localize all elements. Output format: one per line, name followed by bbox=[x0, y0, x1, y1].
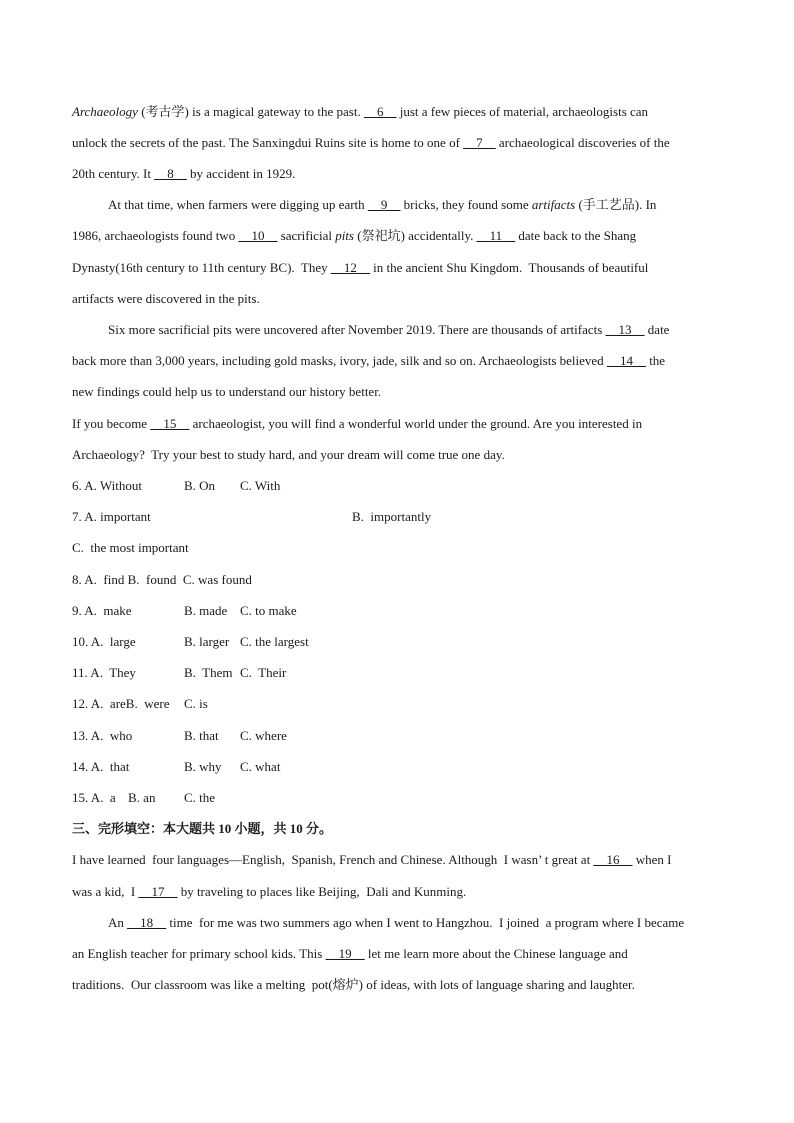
blank-15: __15__ bbox=[150, 416, 190, 431]
q11-option-b: B. Them bbox=[184, 665, 233, 680]
passage1-line-12: Archaeology? Try your best to study hard, and your dream will come true one day. bbox=[72, 447, 505, 462]
blank-14: __14__ bbox=[606, 353, 646, 368]
q10-option-b: B. larger bbox=[184, 634, 230, 649]
q14-option-b: B. why bbox=[184, 759, 222, 774]
q14-option-c: C. what bbox=[240, 759, 281, 774]
q15-option-b: B. an bbox=[128, 790, 156, 805]
q15-option-a: 15. A. a bbox=[72, 790, 116, 805]
blank-17: __17__ bbox=[138, 884, 178, 899]
passage1-line-2: unlock the secrets of the past. The Sanxingdui Ruins site is home to one of __7__ archaeological discoveries of the bbox=[72, 135, 670, 150]
blank-6: __6__ bbox=[363, 104, 397, 119]
passage2-line-1: I have learned four languages—English, Spanish, French and Chinese. Although I wasn’ t great at __16__ when I bbox=[72, 852, 672, 867]
blank-11: __11__ bbox=[476, 228, 516, 243]
blank-12: __12__ bbox=[330, 260, 370, 275]
passage1-line-5: 1986, archaeologists found two __10__ sacrificial pits (祭祀坑) accidentally. __11__ date back to the Shang bbox=[72, 228, 637, 243]
blank-10: __10__ bbox=[238, 228, 278, 243]
q10-option-c: C. the largest bbox=[240, 634, 309, 649]
blank-18: __18__ bbox=[127, 915, 167, 930]
passage1-line-3: 20th century. It __8__ by accident in 1929. bbox=[72, 166, 296, 181]
passage2-line-5: traditions. Our classroom was like a melting pot(熔炉) of ideas, with lots of language sharing and laughter. bbox=[72, 977, 635, 992]
q12-option-ab: 12. A. areB. were bbox=[72, 696, 170, 711]
passage1-line-1: Archaeology (考古学) is a magical gateway to the past. __6__ just a few pieces of material, archaeologists can bbox=[72, 104, 649, 119]
section-3-heading: 三、完形填空：本大题共 10 小题，共 10 分。 bbox=[72, 821, 333, 836]
blank-7: __7__ bbox=[463, 135, 496, 150]
blank-19: __19__ bbox=[325, 946, 365, 961]
blank-8: __8__ bbox=[154, 166, 187, 181]
passage2-line-2: was a kid, I __17__ by traveling to places like Beijing, Dali and Kunming. bbox=[72, 884, 467, 899]
q13-option-c: C. where bbox=[240, 728, 287, 743]
q9-option-a: 9. A. make bbox=[72, 603, 132, 618]
q8-options: 8. A. find B. found C. was found bbox=[72, 572, 252, 587]
q15-option-c: C. the bbox=[184, 790, 216, 805]
q7-option-c: C. the most important bbox=[72, 540, 189, 555]
term-artifacts: artifacts bbox=[531, 197, 576, 212]
q7-option-a: 7. A. important bbox=[72, 509, 151, 524]
passage1-line-8: Six more sacrificial pits were uncovered after November 2019. There are thousands of artifacts __13__ date bbox=[108, 322, 670, 337]
passage1-line-6: Dynasty(16th century to 11th century BC). They __12__ in the ancient Shu Kingdom. Thousands of beautiful bbox=[72, 260, 649, 275]
blank-16: __16__ bbox=[593, 852, 633, 867]
passage2-line-3: An __18__ time for me was two summers ago when I went to Hangzhou. I joined a program where I became bbox=[108, 915, 685, 930]
q14-option-a: 14. A. that bbox=[72, 759, 130, 774]
term-pits: pits bbox=[335, 228, 354, 243]
q6-option-c: C. With bbox=[240, 478, 281, 493]
q9-option-b: B. made bbox=[184, 603, 228, 618]
q13-option-b: B. that bbox=[184, 728, 219, 743]
passage1-line-10: new findings could help us to understand our history better. bbox=[72, 384, 382, 399]
q7-option-b: B. importantly bbox=[352, 509, 432, 524]
q10-option-a: 10. A. large bbox=[72, 634, 136, 649]
q12-option-c: C. is bbox=[184, 696, 208, 711]
passage1-line-9: back more than 3,000 years, including gold masks, ivory, jade, silk and so on. Archaeologists believed __14__ the bbox=[72, 353, 666, 368]
q6-option-b: B. On bbox=[184, 478, 216, 493]
passage1-line-4: At that time, when farmers were digging up earth __9__ bricks, they found some artifacts (手工艺品). In bbox=[108, 197, 657, 212]
q9-option-c: C. to make bbox=[240, 603, 297, 618]
q6-option-a: 6. A. Without bbox=[72, 478, 143, 493]
passage2-line-4: an English teacher for primary school kids. This __19__ let me learn more about the Chinese language and bbox=[72, 946, 628, 961]
blank-9: __9__ bbox=[367, 197, 401, 212]
passage1-line-7: artifacts were discovered in the pits. bbox=[72, 291, 260, 306]
passage1-line-11: If you become __15__ archaeologist, you will find a wonderful world under the ground. Are you interested in bbox=[72, 416, 643, 431]
q11-option-a: 11. A. They bbox=[72, 665, 136, 680]
blank-13: __13__ bbox=[605, 322, 645, 337]
q11-option-c: C. Their bbox=[240, 665, 287, 680]
q13-option-a: 13. A. who bbox=[72, 728, 133, 743]
term-archaeology: Archaeology bbox=[72, 104, 138, 119]
